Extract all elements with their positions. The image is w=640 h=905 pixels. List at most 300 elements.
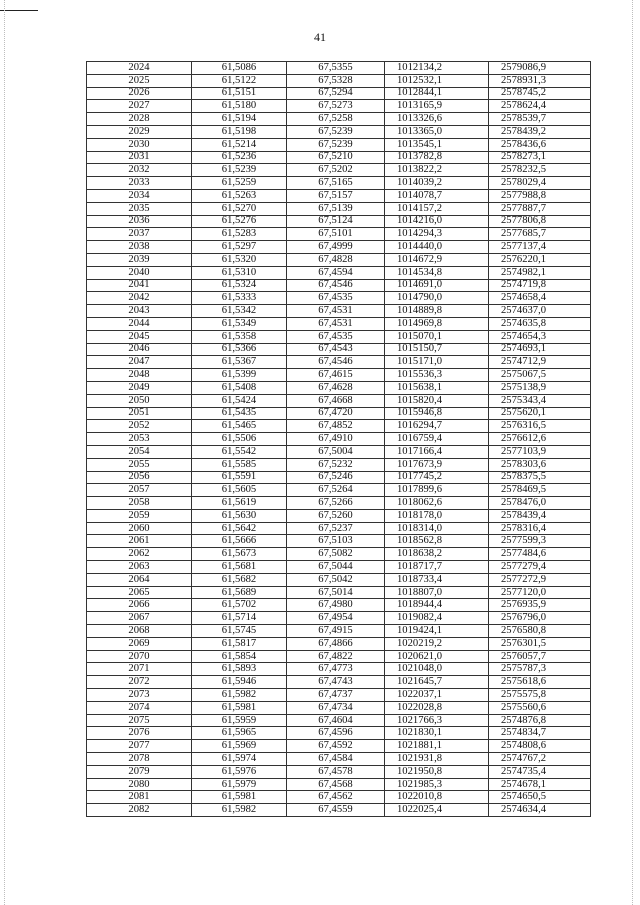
x-coordinate-cell: 1018062,6 xyxy=(385,497,489,510)
y-coordinate-cell: 2578469,5 xyxy=(489,484,591,497)
longitude-cell: 67,5273 xyxy=(287,100,385,113)
coordinates-table-body xyxy=(87,62,591,817)
point-number-cell: 2074 xyxy=(87,701,192,714)
point-number-cell: 2044 xyxy=(87,317,192,330)
x-coordinate-cell: 1021645,7 xyxy=(385,676,489,689)
longitude-cell: 67,5124 xyxy=(287,215,385,228)
point-number-cell: 2031 xyxy=(87,151,192,164)
longitude-cell: 67,4743 xyxy=(287,676,385,689)
point-number-cell: 2067 xyxy=(87,612,192,625)
latitude-cell: 61,5714 xyxy=(192,612,287,625)
point-number-cell: 2027 xyxy=(87,100,192,113)
x-coordinate-cell: 1013365,0 xyxy=(385,125,489,138)
point-number-cell: 2046 xyxy=(87,343,192,356)
longitude-cell: 67,4734 xyxy=(287,701,385,714)
table-row xyxy=(87,266,591,279)
latitude-cell: 61,5969 xyxy=(192,740,287,753)
longitude-cell: 67,4604 xyxy=(287,714,385,727)
table-row xyxy=(87,753,591,766)
longitude-cell: 67,5165 xyxy=(287,177,385,190)
point-number-cell: 2045 xyxy=(87,330,192,343)
point-number-cell: 2034 xyxy=(87,189,192,202)
longitude-cell: 67,4720 xyxy=(287,407,385,420)
point-number-cell: 2059 xyxy=(87,509,192,522)
point-number-cell: 2070 xyxy=(87,650,192,663)
latitude-cell: 61,5630 xyxy=(192,509,287,522)
y-coordinate-cell: 2575067,5 xyxy=(489,369,591,382)
latitude-cell: 61,5982 xyxy=(192,689,287,702)
table-row xyxy=(87,87,591,100)
y-coordinate-cell: 2578931,3 xyxy=(489,74,591,87)
table-row xyxy=(87,689,591,702)
latitude-cell: 61,5974 xyxy=(192,753,287,766)
x-coordinate-cell: 1017899,6 xyxy=(385,484,489,497)
point-number-cell: 2079 xyxy=(87,765,192,778)
table-row xyxy=(87,727,591,740)
y-coordinate-cell: 2574650,5 xyxy=(489,791,591,804)
x-coordinate-cell: 1015150,7 xyxy=(385,343,489,356)
point-number-cell: 2024 xyxy=(87,62,192,75)
point-number-cell: 2030 xyxy=(87,138,192,151)
table-row xyxy=(87,484,591,497)
latitude-cell: 61,5946 xyxy=(192,676,287,689)
x-coordinate-cell: 1022028,8 xyxy=(385,701,489,714)
y-coordinate-cell: 2574808,6 xyxy=(489,740,591,753)
y-coordinate-cell: 2578436,6 xyxy=(489,138,591,151)
longitude-cell: 67,4910 xyxy=(287,433,385,446)
table-row xyxy=(87,113,591,126)
x-coordinate-cell: 1014889,8 xyxy=(385,305,489,318)
latitude-cell: 61,5180 xyxy=(192,100,287,113)
point-number-cell: 2050 xyxy=(87,394,192,407)
table-row xyxy=(87,778,591,791)
latitude-cell: 61,5151 xyxy=(192,87,287,100)
latitude-cell: 61,5666 xyxy=(192,535,287,548)
x-coordinate-cell: 1020219,2 xyxy=(385,637,489,650)
y-coordinate-cell: 2577806,8 xyxy=(489,215,591,228)
y-coordinate-cell: 2577279,4 xyxy=(489,561,591,574)
longitude-cell: 67,4562 xyxy=(287,791,385,804)
y-coordinate-cell: 2574767,2 xyxy=(489,753,591,766)
latitude-cell: 61,5270 xyxy=(192,202,287,215)
longitude-cell: 67,5355 xyxy=(287,62,385,75)
latitude-cell: 61,5310 xyxy=(192,266,287,279)
x-coordinate-cell: 1018733,4 xyxy=(385,573,489,586)
longitude-cell: 67,5139 xyxy=(287,202,385,215)
longitude-cell: 67,5328 xyxy=(287,74,385,87)
y-coordinate-cell: 2577484,6 xyxy=(489,548,591,561)
x-coordinate-cell: 1015171,0 xyxy=(385,356,489,369)
point-number-cell: 2062 xyxy=(87,548,192,561)
table-row xyxy=(87,215,591,228)
y-coordinate-cell: 2575618,6 xyxy=(489,676,591,689)
x-coordinate-cell: 1014534,8 xyxy=(385,266,489,279)
latitude-cell: 61,5745 xyxy=(192,625,287,638)
table-row xyxy=(87,586,591,599)
point-number-cell: 2057 xyxy=(87,484,192,497)
point-number-cell: 2040 xyxy=(87,266,192,279)
point-number-cell: 2058 xyxy=(87,497,192,510)
y-coordinate-cell: 2576935,9 xyxy=(489,599,591,612)
longitude-cell: 67,5239 xyxy=(287,125,385,138)
x-coordinate-cell: 1021766,3 xyxy=(385,714,489,727)
table-row xyxy=(87,650,591,663)
x-coordinate-cell: 1014790,0 xyxy=(385,292,489,305)
longitude-cell: 67,5082 xyxy=(287,548,385,561)
x-coordinate-cell: 1015946,8 xyxy=(385,407,489,420)
x-coordinate-cell: 1014440,0 xyxy=(385,241,489,254)
table-row xyxy=(87,177,591,190)
y-coordinate-cell: 2577887,7 xyxy=(489,202,591,215)
point-number-cell: 2037 xyxy=(87,228,192,241)
y-coordinate-cell: 2578624,4 xyxy=(489,100,591,113)
y-coordinate-cell: 2576316,5 xyxy=(489,420,591,433)
table-row xyxy=(87,420,591,433)
table-row xyxy=(87,445,591,458)
table-row xyxy=(87,62,591,75)
latitude-cell: 61,5297 xyxy=(192,241,287,254)
x-coordinate-cell: 1014157,2 xyxy=(385,202,489,215)
table-row xyxy=(87,471,591,484)
latitude-cell: 61,5591 xyxy=(192,471,287,484)
x-coordinate-cell: 1012134,2 xyxy=(385,62,489,75)
x-coordinate-cell: 1019082,4 xyxy=(385,612,489,625)
latitude-cell: 61,5283 xyxy=(192,228,287,241)
table-row xyxy=(87,228,591,241)
latitude-cell: 61,5263 xyxy=(192,189,287,202)
latitude-cell: 61,5817 xyxy=(192,637,287,650)
latitude-cell: 61,5214 xyxy=(192,138,287,151)
x-coordinate-cell: 1022037,1 xyxy=(385,689,489,702)
y-coordinate-cell: 2574634,4 xyxy=(489,804,591,817)
y-coordinate-cell: 2578375,5 xyxy=(489,471,591,484)
table-row xyxy=(87,561,591,574)
longitude-cell: 67,4584 xyxy=(287,753,385,766)
y-coordinate-cell: 2574735,4 xyxy=(489,765,591,778)
table-row xyxy=(87,433,591,446)
point-number-cell: 2048 xyxy=(87,369,192,382)
point-number-cell: 2035 xyxy=(87,202,192,215)
longitude-cell: 67,4852 xyxy=(287,420,385,433)
longitude-cell: 67,4531 xyxy=(287,317,385,330)
latitude-cell: 61,5619 xyxy=(192,497,287,510)
table-row xyxy=(87,343,591,356)
point-number-cell: 2033 xyxy=(87,177,192,190)
longitude-cell: 67,4594 xyxy=(287,266,385,279)
latitude-cell: 61,5465 xyxy=(192,420,287,433)
table-row xyxy=(87,612,591,625)
longitude-cell: 67,5266 xyxy=(287,497,385,510)
longitude-cell: 67,5258 xyxy=(287,113,385,126)
point-number-cell: 2075 xyxy=(87,714,192,727)
point-number-cell: 2082 xyxy=(87,804,192,817)
y-coordinate-cell: 2578476,0 xyxy=(489,497,591,510)
x-coordinate-cell: 1018562,8 xyxy=(385,535,489,548)
y-coordinate-cell: 2575138,9 xyxy=(489,381,591,394)
point-number-cell: 2078 xyxy=(87,753,192,766)
table-row xyxy=(87,151,591,164)
longitude-cell: 67,4578 xyxy=(287,765,385,778)
scan-edge-left xyxy=(4,0,5,905)
longitude-cell: 67,5044 xyxy=(287,561,385,574)
table-row xyxy=(87,279,591,292)
latitude-cell: 61,5506 xyxy=(192,433,287,446)
point-number-cell: 2041 xyxy=(87,279,192,292)
latitude-cell: 61,5435 xyxy=(192,407,287,420)
latitude-cell: 61,5424 xyxy=(192,394,287,407)
longitude-cell: 67,4531 xyxy=(287,305,385,318)
point-number-cell: 2072 xyxy=(87,676,192,689)
point-number-cell: 2042 xyxy=(87,292,192,305)
x-coordinate-cell: 1016294,7 xyxy=(385,420,489,433)
point-number-cell: 2080 xyxy=(87,778,192,791)
longitude-cell: 67,5101 xyxy=(287,228,385,241)
point-number-cell: 2073 xyxy=(87,689,192,702)
y-coordinate-cell: 2576612,6 xyxy=(489,433,591,446)
table-row xyxy=(87,676,591,689)
x-coordinate-cell: 1018717,7 xyxy=(385,561,489,574)
x-coordinate-cell: 1021931,8 xyxy=(385,753,489,766)
y-coordinate-cell: 2577599,3 xyxy=(489,535,591,548)
longitude-cell: 67,4954 xyxy=(287,612,385,625)
x-coordinate-cell: 1013326,6 xyxy=(385,113,489,126)
table-row xyxy=(87,548,591,561)
x-coordinate-cell: 1021985,3 xyxy=(385,778,489,791)
y-coordinate-cell: 2574635,8 xyxy=(489,317,591,330)
longitude-cell: 67,4737 xyxy=(287,689,385,702)
point-number-cell: 2049 xyxy=(87,381,192,394)
table-row xyxy=(87,253,591,266)
x-coordinate-cell: 1014969,8 xyxy=(385,317,489,330)
y-coordinate-cell: 2574719,8 xyxy=(489,279,591,292)
longitude-cell: 67,4535 xyxy=(287,292,385,305)
point-number-cell: 2051 xyxy=(87,407,192,420)
latitude-cell: 61,5194 xyxy=(192,113,287,126)
x-coordinate-cell: 1018807,0 xyxy=(385,586,489,599)
table-row xyxy=(87,573,591,586)
table-row xyxy=(87,509,591,522)
point-number-cell: 2043 xyxy=(87,305,192,318)
y-coordinate-cell: 2578273,1 xyxy=(489,151,591,164)
longitude-cell: 67,4543 xyxy=(287,343,385,356)
y-coordinate-cell: 2576580,8 xyxy=(489,625,591,638)
table-row xyxy=(87,714,591,727)
latitude-cell: 61,5981 xyxy=(192,701,287,714)
longitude-cell: 67,4535 xyxy=(287,330,385,343)
table-row xyxy=(87,138,591,151)
x-coordinate-cell: 1017673,9 xyxy=(385,458,489,471)
y-coordinate-cell: 2579086,9 xyxy=(489,62,591,75)
scan-edge-right xyxy=(632,0,633,905)
y-coordinate-cell: 2574712,9 xyxy=(489,356,591,369)
x-coordinate-cell: 1018944,4 xyxy=(385,599,489,612)
y-coordinate-cell: 2574654,3 xyxy=(489,330,591,343)
table-row xyxy=(87,663,591,676)
longitude-cell: 67,4980 xyxy=(287,599,385,612)
x-coordinate-cell: 1014039,2 xyxy=(385,177,489,190)
x-coordinate-cell: 1014294,3 xyxy=(385,228,489,241)
table-row xyxy=(87,369,591,382)
point-number-cell: 2054 xyxy=(87,445,192,458)
table-row xyxy=(87,330,591,343)
table-row xyxy=(87,407,591,420)
table-row xyxy=(87,100,591,113)
longitude-cell: 67,5239 xyxy=(287,138,385,151)
point-number-cell: 2028 xyxy=(87,113,192,126)
latitude-cell: 61,5976 xyxy=(192,765,287,778)
y-coordinate-cell: 2577120,0 xyxy=(489,586,591,599)
x-coordinate-cell: 1012844,1 xyxy=(385,87,489,100)
x-coordinate-cell: 1017166,4 xyxy=(385,445,489,458)
latitude-cell: 61,5981 xyxy=(192,791,287,804)
table-row xyxy=(87,202,591,215)
latitude-cell: 61,5259 xyxy=(192,177,287,190)
latitude-cell: 61,5320 xyxy=(192,253,287,266)
x-coordinate-cell: 1013782,8 xyxy=(385,151,489,164)
longitude-cell: 67,4999 xyxy=(287,241,385,254)
latitude-cell: 61,5349 xyxy=(192,317,287,330)
x-coordinate-cell: 1018178,0 xyxy=(385,509,489,522)
x-coordinate-cell: 1014691,0 xyxy=(385,279,489,292)
x-coordinate-cell: 1017745,2 xyxy=(385,471,489,484)
longitude-cell: 67,5232 xyxy=(287,458,385,471)
point-number-cell: 2077 xyxy=(87,740,192,753)
table-row xyxy=(87,458,591,471)
table-row xyxy=(87,125,591,138)
table-row xyxy=(87,189,591,202)
y-coordinate-cell: 2578029,4 xyxy=(489,177,591,190)
x-coordinate-cell: 1019424,1 xyxy=(385,625,489,638)
longitude-cell: 67,5202 xyxy=(287,164,385,177)
x-coordinate-cell: 1022025,4 xyxy=(385,804,489,817)
table-row xyxy=(87,164,591,177)
x-coordinate-cell: 1018638,2 xyxy=(385,548,489,561)
longitude-cell: 67,4828 xyxy=(287,253,385,266)
latitude-cell: 61,5542 xyxy=(192,445,287,458)
latitude-cell: 61,5979 xyxy=(192,778,287,791)
y-coordinate-cell: 2575620,1 xyxy=(489,407,591,420)
table-row xyxy=(87,292,591,305)
y-coordinate-cell: 2574982,1 xyxy=(489,266,591,279)
x-coordinate-cell: 1012532,1 xyxy=(385,74,489,87)
y-coordinate-cell: 2574658,4 xyxy=(489,292,591,305)
latitude-cell: 61,5333 xyxy=(192,292,287,305)
longitude-cell: 67,4615 xyxy=(287,369,385,382)
x-coordinate-cell: 1013545,1 xyxy=(385,138,489,151)
y-coordinate-cell: 2578316,4 xyxy=(489,522,591,535)
y-coordinate-cell: 2575560,6 xyxy=(489,701,591,714)
y-coordinate-cell: 2574693,1 xyxy=(489,343,591,356)
longitude-cell: 67,5237 xyxy=(287,522,385,535)
table-row xyxy=(87,381,591,394)
latitude-cell: 61,5585 xyxy=(192,458,287,471)
latitude-cell: 61,5358 xyxy=(192,330,287,343)
longitude-cell: 67,4568 xyxy=(287,778,385,791)
longitude-cell: 67,4592 xyxy=(287,740,385,753)
point-number-cell: 2029 xyxy=(87,125,192,138)
x-coordinate-cell: 1015820,4 xyxy=(385,394,489,407)
y-coordinate-cell: 2577685,7 xyxy=(489,228,591,241)
latitude-cell: 61,5276 xyxy=(192,215,287,228)
y-coordinate-cell: 2578303,6 xyxy=(489,458,591,471)
latitude-cell: 61,5367 xyxy=(192,356,287,369)
point-number-cell: 2063 xyxy=(87,561,192,574)
x-coordinate-cell: 1014078,7 xyxy=(385,189,489,202)
x-coordinate-cell: 1015638,1 xyxy=(385,381,489,394)
y-coordinate-cell: 2574678,1 xyxy=(489,778,591,791)
table-row xyxy=(87,637,591,650)
point-number-cell: 2055 xyxy=(87,458,192,471)
latitude-cell: 61,5959 xyxy=(192,714,287,727)
y-coordinate-cell: 2574834,7 xyxy=(489,727,591,740)
latitude-cell: 61,5893 xyxy=(192,663,287,676)
point-number-cell: 2076 xyxy=(87,727,192,740)
longitude-cell: 67,5157 xyxy=(287,189,385,202)
point-number-cell: 2036 xyxy=(87,215,192,228)
top-left-rule xyxy=(0,10,38,11)
x-coordinate-cell: 1013822,2 xyxy=(385,164,489,177)
table-row xyxy=(87,701,591,714)
table-row xyxy=(87,522,591,535)
x-coordinate-cell: 1014216,0 xyxy=(385,215,489,228)
y-coordinate-cell: 2574637,0 xyxy=(489,305,591,318)
longitude-cell: 67,5246 xyxy=(287,471,385,484)
y-coordinate-cell: 2576796,0 xyxy=(489,612,591,625)
x-coordinate-cell: 1021950,8 xyxy=(385,765,489,778)
longitude-cell: 67,5014 xyxy=(287,586,385,599)
x-coordinate-cell: 1014672,9 xyxy=(385,253,489,266)
table-row xyxy=(87,791,591,804)
y-coordinate-cell: 2577272,9 xyxy=(489,573,591,586)
table-row xyxy=(87,305,591,318)
point-number-cell: 2061 xyxy=(87,535,192,548)
y-coordinate-cell: 2578232,5 xyxy=(489,164,591,177)
latitude-cell: 61,5399 xyxy=(192,369,287,382)
latitude-cell: 61,5673 xyxy=(192,548,287,561)
table-row xyxy=(87,356,591,369)
longitude-cell: 67,4822 xyxy=(287,650,385,663)
latitude-cell: 61,5324 xyxy=(192,279,287,292)
longitude-cell: 67,4559 xyxy=(287,804,385,817)
latitude-cell: 61,5086 xyxy=(192,62,287,75)
longitude-cell: 67,4546 xyxy=(287,279,385,292)
latitude-cell: 61,5681 xyxy=(192,561,287,574)
latitude-cell: 61,5965 xyxy=(192,727,287,740)
longitude-cell: 67,5294 xyxy=(287,87,385,100)
point-number-cell: 2071 xyxy=(87,663,192,676)
y-coordinate-cell: 2575575,8 xyxy=(489,689,591,702)
latitude-cell: 61,5682 xyxy=(192,573,287,586)
y-coordinate-cell: 2576220,1 xyxy=(489,253,591,266)
y-coordinate-cell: 2577103,9 xyxy=(489,445,591,458)
table-row xyxy=(87,74,591,87)
x-coordinate-cell: 1021881,1 xyxy=(385,740,489,753)
x-coordinate-cell: 1018314,0 xyxy=(385,522,489,535)
latitude-cell: 61,5982 xyxy=(192,804,287,817)
latitude-cell: 61,5366 xyxy=(192,343,287,356)
longitude-cell: 67,4628 xyxy=(287,381,385,394)
table-row xyxy=(87,535,591,548)
point-number-cell: 2032 xyxy=(87,164,192,177)
latitude-cell: 61,5239 xyxy=(192,164,287,177)
latitude-cell: 61,5342 xyxy=(192,305,287,318)
x-coordinate-cell: 1021830,1 xyxy=(385,727,489,740)
point-number-cell: 2066 xyxy=(87,599,192,612)
latitude-cell: 61,5198 xyxy=(192,125,287,138)
table-row xyxy=(87,599,591,612)
longitude-cell: 67,5103 xyxy=(287,535,385,548)
longitude-cell: 67,4773 xyxy=(287,663,385,676)
